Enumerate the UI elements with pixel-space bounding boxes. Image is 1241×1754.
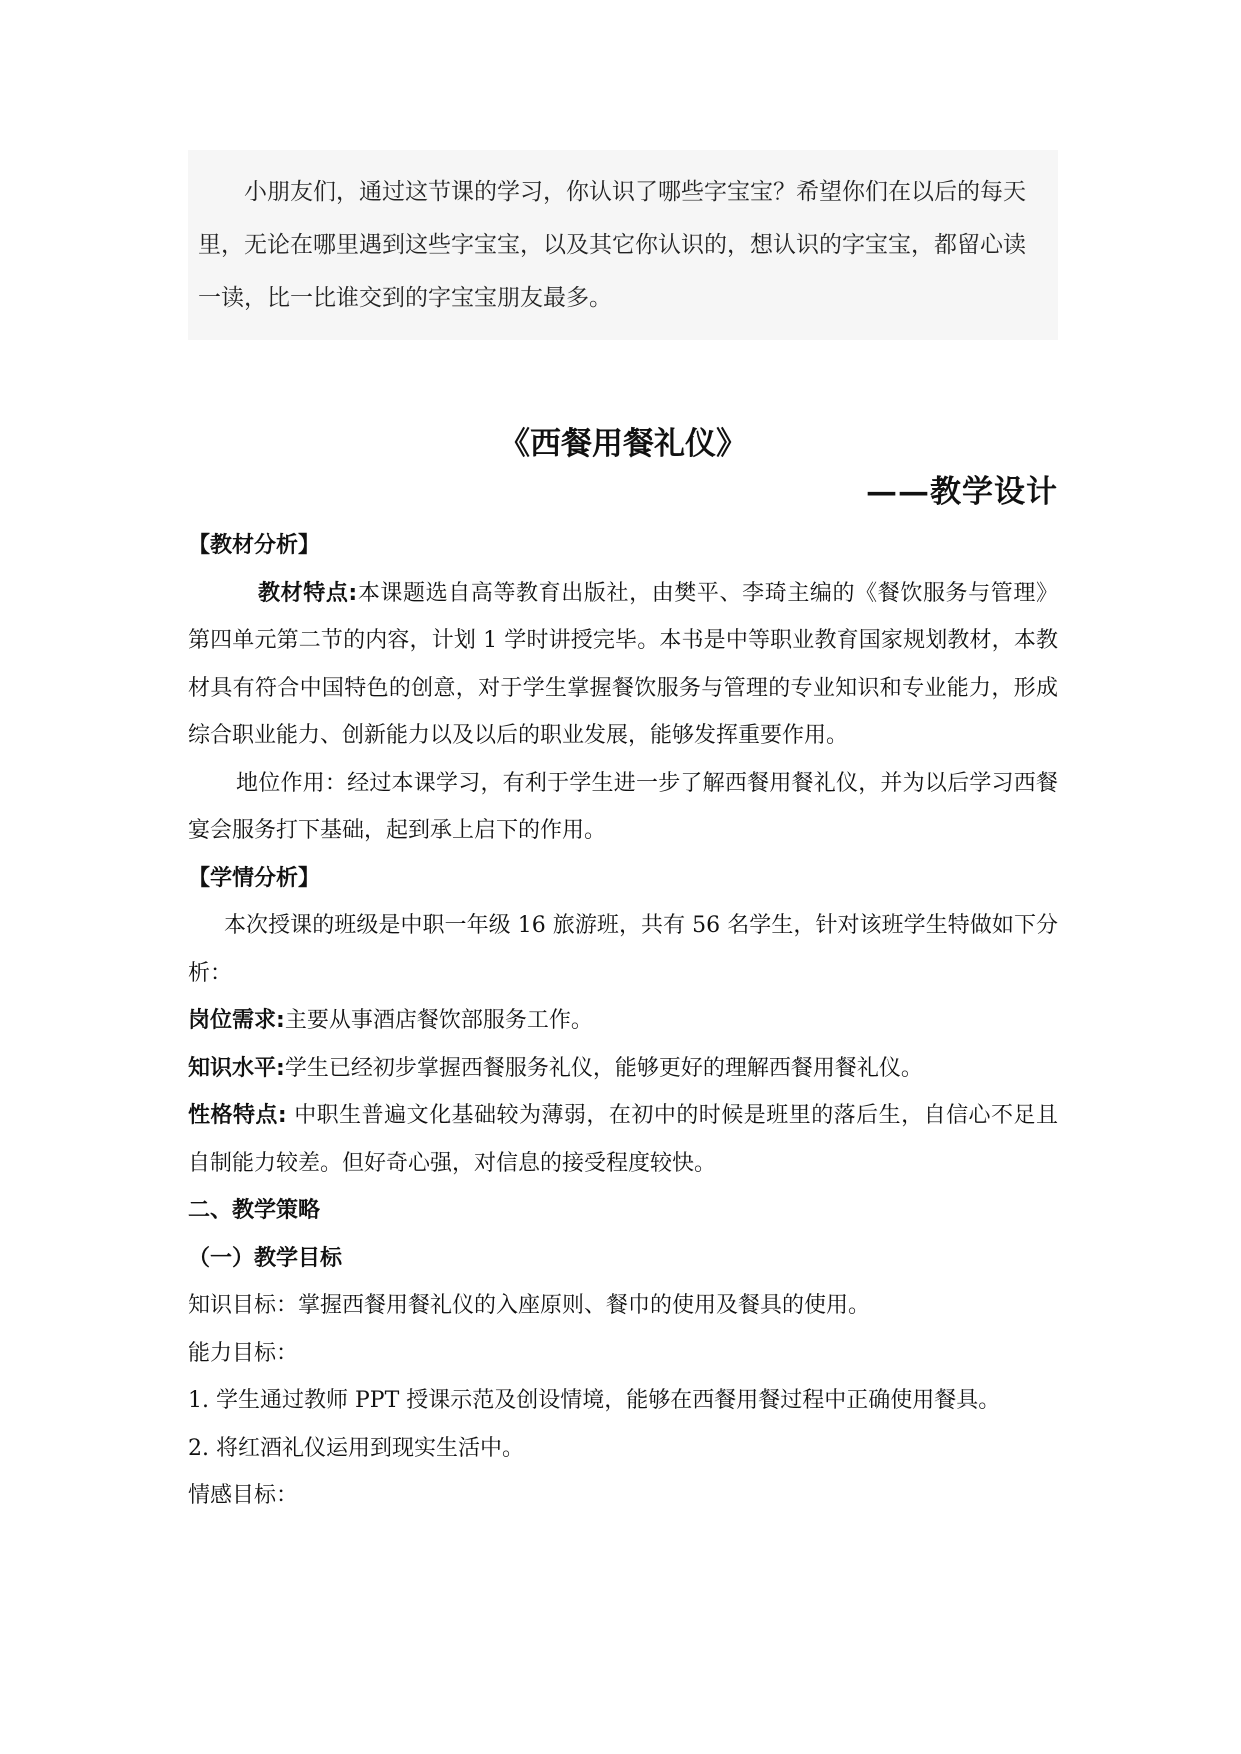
students-knowledge-label: 知识水平: (188, 1055, 285, 1081)
emotion-goal-label: 情感目标： (188, 1483, 299, 1508)
students-job-text: 主要从事酒店餐饮部服务工作。 (284, 1008, 593, 1033)
materials-role-paragraph: 地位作用：经过本课学习，有利于学生进一步了解西餐用餐礼仪，并为以后学习西餐宴会服务打下基础，起到承上启下的作用。 (188, 770, 1058, 843)
intro-box (188, 150, 1058, 340)
students-job-label: 岗位需求: (188, 1008, 285, 1033)
students-knowledge-paragraph (188, 1045, 1058, 1093)
materials-features-text: 本课题选自高等教育出版社，由樊平、李琦主编的《餐饮服务与管理》第四单元第二节的内容，计划 1 学时讲授完毕。本书是中等职业教育国家规划教材，本教材具有符合中国特色的创意，对于学生掌握餐饮服务与管理的专业知识和专业能力，形成综合职业能力、创新能力以及以后的职业发展，能够发挥重要作用。 (188, 580, 1058, 748)
students-job-paragraph (188, 997, 1058, 1045)
subsection-heading-goals: （一）教学目标 (188, 1245, 343, 1271)
knowledge-goal-line: 知识目标：掌握西餐用餐礼仪的入座原则、餐巾的使用及餐具的使用。 (188, 1293, 871, 1318)
section-heading-strategy: 二、教学策略 (188, 1198, 321, 1223)
students-intro-paragraph: 本次授课的班级是中职一年级 16 旅游班，共有 56 名学生，针对该班学生特做如下分析： (188, 913, 1058, 986)
ability-goal-item-1: 1. 学生通过教师 PPT 授课示范及创设情境，能够在西餐用餐过程中正确使用餐具。 (188, 1388, 1001, 1413)
document-body (188, 522, 1058, 1520)
students-personality-paragraph (188, 1092, 1058, 1187)
ability-goal-item-2: 2. 将红酒礼仪运用到现实生活中。 (188, 1435, 524, 1461)
document-subtitle: ——教学设计 (866, 474, 1058, 510)
section-heading-materials: 【教材分析】 (188, 533, 321, 558)
materials-features-label: 教材特点: (258, 580, 358, 606)
materials-features-paragraph (188, 570, 1058, 760)
ability-goal-label: 能力目标： (188, 1340, 299, 1366)
intro-paragraph: 小朋友们，通过这节课的学习，你认识了哪些字宝宝？希望你们在以后的每天里，无论在哪里遇到这些字宝宝，以及其它你认识的，想认识的字宝宝，都留心读一读，比一比谁交到的字宝宝朋友最多。 (198, 179, 1026, 311)
document-title: 《西餐用餐礼仪》 (499, 426, 747, 462)
section-heading-students: 【学情分析】 (188, 865, 321, 891)
students-personality-text: 中职生普遍文化基础较为薄弱，在初中的时候是班里的落后生，自信心不足且自制能力较差。但好奇心强，对信息的接受程度较快。 (188, 1103, 1058, 1176)
students-knowledge-text: 学生已经初步掌握西餐服务礼仪，能够更好的理解西餐用餐礼仪。 (284, 1055, 923, 1081)
students-personality-label: 性格特点: (188, 1103, 287, 1128)
